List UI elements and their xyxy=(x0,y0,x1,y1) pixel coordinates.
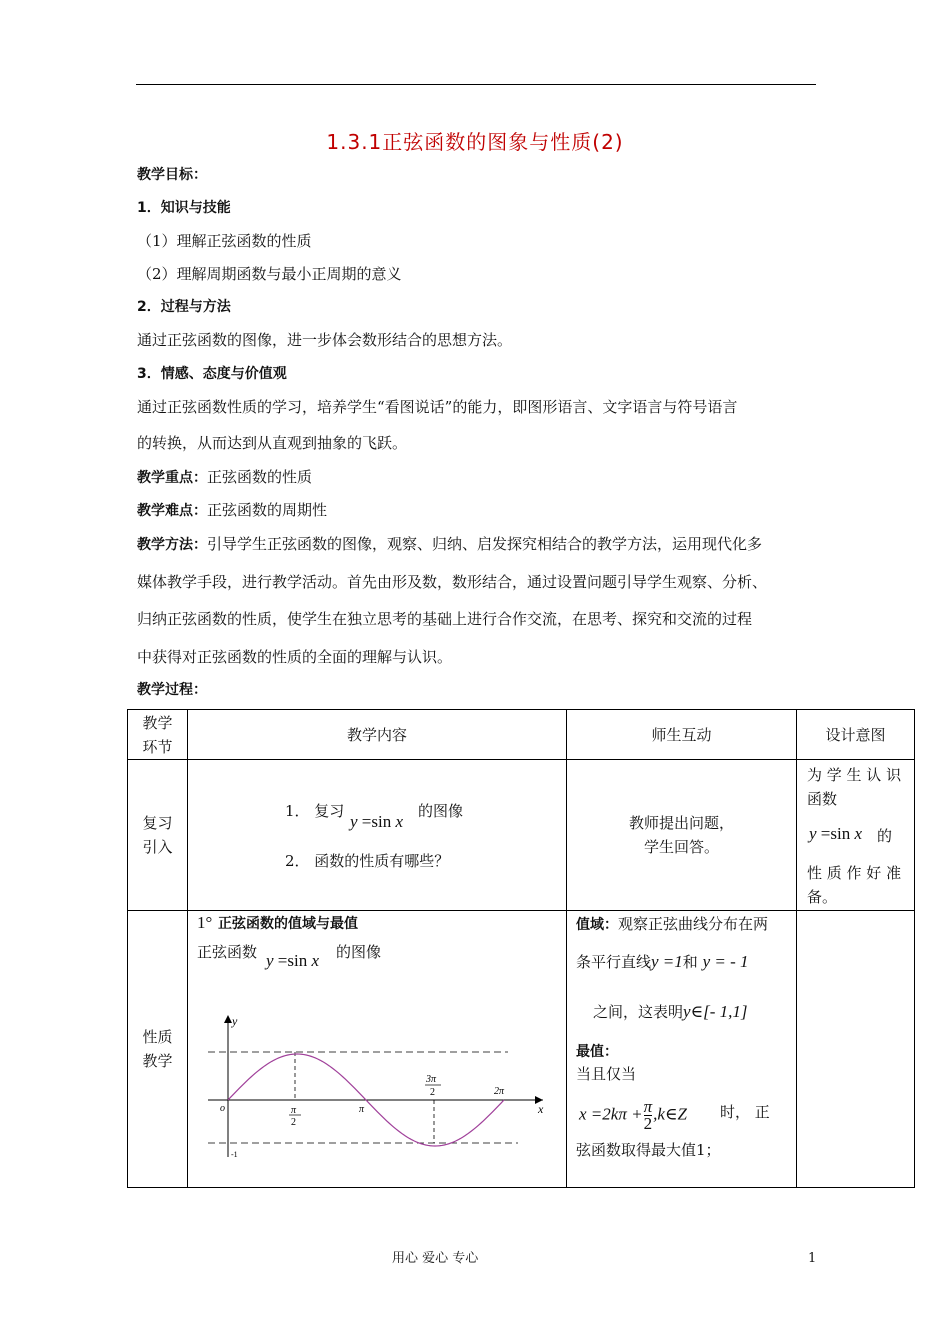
page-number: 1 xyxy=(808,1251,817,1266)
header-stage-line1: 教学 xyxy=(142,713,173,732)
origin-label: o xyxy=(220,1103,225,1114)
range-label: 值域： xyxy=(576,917,618,933)
range-line2-and: 和 xyxy=(682,953,698,971)
extreme-line2-suffix: 时， 正 xyxy=(720,1103,770,1121)
pi-label: π xyxy=(359,1104,365,1115)
row1-interaction-line1: 教师提出问题， xyxy=(628,814,734,832)
method-line1 xyxy=(137,534,762,555)
intent-formula-y: y xyxy=(809,824,817,843)
formula-x: x xyxy=(395,812,404,831)
row1-intent-line4: 的 xyxy=(877,827,893,845)
focus-row xyxy=(137,467,312,488)
row1-intent-line6: 备。 xyxy=(807,888,838,906)
row1-intent-line2: 函数 xyxy=(807,790,838,808)
extreme-label: 最值： xyxy=(576,1044,618,1060)
three-pi-half-den: 2 xyxy=(430,1087,435,1098)
section3-heading: 3．情感、态度与价值观 xyxy=(137,366,287,382)
section3-line1: 通过正弦函数性质的学习，培养学生“看图说话”的能力，即图形语言、文字语言与符号语言 xyxy=(137,398,738,416)
formula-range: y∈[- 1,1] xyxy=(683,1002,748,1021)
row1-stage-line1: 复习 xyxy=(142,814,173,832)
row1-item1-formula xyxy=(350,812,403,832)
row1-item1-suffix: 的图像 xyxy=(418,802,464,820)
row2-graph-formula xyxy=(266,951,319,971)
row2-interaction xyxy=(567,911,797,1188)
intent-formula-sin: =sin xyxy=(820,824,851,843)
header-stage xyxy=(128,710,188,760)
formula-x-eq: x =2kπ + xyxy=(579,1104,643,1124)
row2-stage-line1: 性质 xyxy=(142,1028,173,1046)
three-pi-half-num: 3π xyxy=(426,1074,437,1085)
row2-graph-prefix: 正弦函数 xyxy=(197,943,258,961)
row2-heading-number: 1° xyxy=(197,913,213,932)
formula-y-equals-minus-1: y = - 1 xyxy=(702,952,749,971)
section1-item1: （1）理解正弦函数的性质 xyxy=(137,232,312,250)
method-line4: 中获得对正弦函数的性质的全面的理解与认识。 xyxy=(137,648,453,666)
pi-half-num: π xyxy=(291,1105,297,1116)
focus-label: 教学重点： xyxy=(137,470,207,486)
range-line3 xyxy=(593,1001,748,1022)
graph-formula-y: y xyxy=(266,951,274,970)
row1-stage-line2: 引入 xyxy=(142,838,173,856)
row1-item1-prefix: 1． 复习 xyxy=(285,802,345,820)
row1-intent-formula xyxy=(809,824,862,844)
formula-y: y xyxy=(350,812,358,831)
table-row xyxy=(128,911,915,1188)
row1-content xyxy=(188,760,567,911)
row1-intent-line5: 性 质 作 好 准 xyxy=(807,864,902,882)
process-table xyxy=(127,709,915,1188)
x-axis-label: x xyxy=(538,1102,544,1116)
method-label: 教学方法： xyxy=(137,537,207,553)
formula-y-equals-1: y =1 xyxy=(651,952,683,971)
graph-formula-sin: =sin xyxy=(277,951,308,970)
document-title: 1.3.1正弦函数的图象与性质(2) xyxy=(326,130,624,154)
two-pi-label: 2π xyxy=(494,1086,505,1097)
section1-heading: 1．知识与技能 xyxy=(137,200,231,216)
header-interaction: 师生互动 xyxy=(567,710,797,760)
range-line2 xyxy=(576,951,749,972)
table-header-row xyxy=(128,710,915,760)
focus-text: 正弦函数的性质 xyxy=(207,468,313,486)
intent-formula-x: x xyxy=(854,824,863,843)
row2-heading-text: 正弦函数的值域与最值 xyxy=(218,916,358,932)
fraction-den: 2 xyxy=(643,1114,653,1133)
method-line2: 媒体教学手段，进行教学活动。首先由形及数，数形结合，通过设置问题引导学生观察、分析、 xyxy=(137,573,768,591)
range-line3-text: 之间，这表明 xyxy=(593,1003,684,1021)
y-axis-arrow xyxy=(224,1015,232,1023)
formula-x-tail: ,k∈Z xyxy=(653,1104,687,1124)
row2-graph-suffix: 的图像 xyxy=(336,943,382,961)
header-content: 教学内容 xyxy=(188,710,567,760)
header-intent: 设计意图 xyxy=(797,710,915,760)
row1-interaction xyxy=(567,760,797,911)
footer-text: 用心 爱心 专心 xyxy=(392,1251,479,1266)
row2-content xyxy=(188,911,567,1188)
range-line2-prefix: 条平行直线 xyxy=(576,953,652,971)
method-line3: 归纳正弦函数的性质，使学生在独立思考的基础上进行合作交流，在思考、探究和交流的过程 xyxy=(137,610,753,628)
row1-intent xyxy=(797,760,915,911)
section3-line2: 的转换，从而达到从直观到抽象的飞跃。 xyxy=(137,434,408,452)
header-stage-line2: 环节 xyxy=(142,737,173,756)
method-text1: 引导学生正弦函数的图像，观察、归纳、启发探究相结合的教学方法，运用现代化多 xyxy=(207,535,763,553)
difficulty-row xyxy=(137,500,327,521)
row2-intent xyxy=(797,911,915,1188)
y-axis-label: y xyxy=(232,1014,238,1028)
table-row xyxy=(128,760,915,911)
difficulty-text: 正弦函数的周期性 xyxy=(207,501,328,519)
row2-stage xyxy=(128,911,188,1188)
pi-over-2-fraction xyxy=(644,1099,653,1132)
row1-item2: 2． 函数的性质有哪些？ xyxy=(285,852,450,870)
sine-graph xyxy=(198,1007,558,1167)
range-line1 xyxy=(576,913,768,934)
section2-heading: 2．过程与方法 xyxy=(137,299,231,315)
row1-intent-line1: 为 学 生 认 识 xyxy=(807,766,902,784)
row1-stage xyxy=(128,760,188,911)
extreme-line3: 弦函数取得最大值1； xyxy=(576,1141,721,1159)
extreme-formula xyxy=(579,1099,687,1132)
formula-sin: =sin xyxy=(361,812,392,831)
graph-formula-x: x xyxy=(311,951,320,970)
objectives-heading: 教学目标： xyxy=(137,167,207,183)
row1-interaction-line2: 学生回答。 xyxy=(643,838,719,856)
section2-text: 通过正弦函数的图像，进一步体会数形结合的思想方法。 xyxy=(137,331,513,349)
range-text1: 观察正弦曲线分布在两 xyxy=(618,915,769,933)
header-rule xyxy=(136,84,816,85)
fraction-num: π xyxy=(643,1097,653,1116)
pi-half-den: 2 xyxy=(291,1117,296,1128)
process-label: 教学过程： xyxy=(137,682,207,698)
minus-one-label: -1 xyxy=(231,1150,238,1159)
section1-item2: （2）理解周期函数与最小正周期的意义 xyxy=(137,265,402,283)
difficulty-label: 教学难点： xyxy=(137,503,207,519)
row2-stage-line2: 教学 xyxy=(142,1052,173,1070)
extreme-line1: 当且仅当 xyxy=(576,1065,637,1083)
